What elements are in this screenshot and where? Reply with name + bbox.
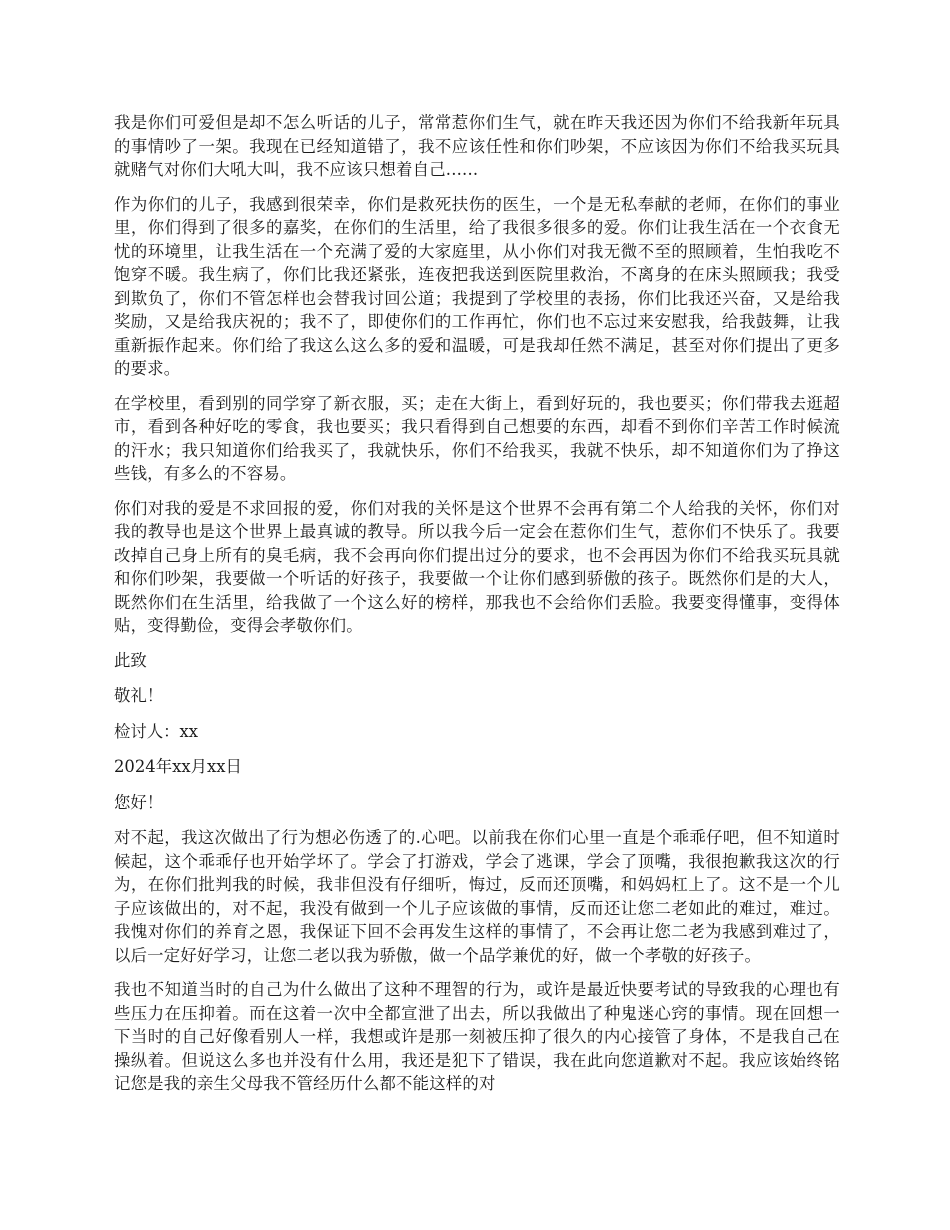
salute-line: 敬礼！ <box>114 686 164 705</box>
paragraph-parents-love: 作为你们的儿子，我感到很荣幸，你们是救死扶伤的医生，一个是无私奉献的老师，在你们的事业里，你们得到了很多的嘉奖，在你们的生活里，给了我很多很多的爱。你们让我生活在一个衣食无忧的环境里，让我生活在一个充满了爱的大家庭里，从小你们对我无微不至的照顾着，生怕我吃不饱穿不暖。我生病了，你们比我还紧张，连夜把我送到医院里救治，不离身的在床头照顾我；我受到欺负了，你们不管怎样也会替我讨回公道；我提到了学校里的表扬，你们比我还兴奋，又是给我奖励，又是给我庆祝的；我不了，即使你们的工作再忙，你们也不忘过来安慰我，给我鼓舞，让我重新振作起来。你们给了我这么这么多的爱和温暖，可是我却任然不满足，甚至对你们提出了更多的要求。 <box>114 194 840 378</box>
signer-line: 检讨人：xx <box>114 721 199 741</box>
paragraph-apology-intro: 我是你们可爱但是却不怎么听话的儿子，常常惹你们生气，就在昨天我还因为你们不给我新年玩具的事情吵了一架。我现在已经知道错了，我不应该任性和你们吵架，不应该因为你们不给我买玩具就赌气对你们大吼大叫，我不应该只想着自己...... <box>114 113 840 179</box>
closing-line: 此致 <box>114 650 147 670</box>
date-line: 2024年xx月xx日 <box>114 757 242 776</box>
paragraph-wants: 在学校里，看到别的同学穿了新衣服，买；走在大街上，看到好玩的，我也要买；你们带我去逛超市，看到各种好吃的零食，我也要买；我只看得到自己想要的东西，却看不到你们辛苦工作时候流的汗水；我只知道你们给我买了，我就快乐，你们不给我买，我就不快乐，却不知道你们为了挣这些钱，有多么的不容易。 <box>114 393 840 483</box>
greeting-line: 您好！ <box>114 792 164 812</box>
paragraph-second-apology: 对不起，我这次做出了行为想必伤透了的.心吧。以前我在你们心里一直是个乖乖仔吧，但不知道时候起，这个乖乖仔也开始学坏了。学会了打游戏，学会了逃课，学会了顶嘴，我很抱歉我这次的行为，在你们批判我的时候，我非但没有仔细听，悔过，反而还顶嘴，和妈妈杠上了。这不是一个儿子应该做出的，对不起，我没有做到一个儿子应该做的事情，反而还让您二老如此的难过，难过。我愧对你们的养育之恩，我保证下回不会再发生这样的事情了，不会再让您二老为我感到难过了，以后一定好好学习，让您二老以我为骄傲，做一个品学兼优的好，做一个孝敬的好孩子。 <box>114 828 840 965</box>
paragraph-reflection: 我也不知道当时的自己为什么做出了这种不理智的行为，或许是最近快要考试的导致我的心理也有些压力在压抑着。而在这着一次中全都宣泄了出去，所以我做出了种鬼迷心窍的事情。现在回想一下当时的自己好像看别人一样，我想或许是那一刻被压抑了很久的内心接管了身体，不是我自己在操纵着。但说这么多也并没有什么用，我还是犯下了错误，我在此向您道歉对不起。我应该始终铭记您是我的亲生父母我不管经历什么都不能这样的对 <box>114 980 840 1093</box>
paragraph-promise: 你们对我的爱是不求回报的爱，你们对我的关怀是这个世界不会再有第二个人给我的关怀，你们对我的教导也是这个世界上最真诚的教导。所以我今后一定会在惹你们生气，惹你们不快乐了。我要改掉自己身上所有的臭毛病，我不会再向你们提出过分的要求，也不会再因为你们不给我买玩具就和你们吵架，我要做一个听话的好孩子，我要做一个让你们感到骄傲的孩子。既然你们是的大人，既然你们在生活里，给我做了一个这么好的榜样，那我也不会给你们丢脸。我要变得懂事，变得体贴，变得勤俭，变得会孝敬你们。 <box>114 498 840 635</box>
document-page <box>114 111 840 1107</box>
